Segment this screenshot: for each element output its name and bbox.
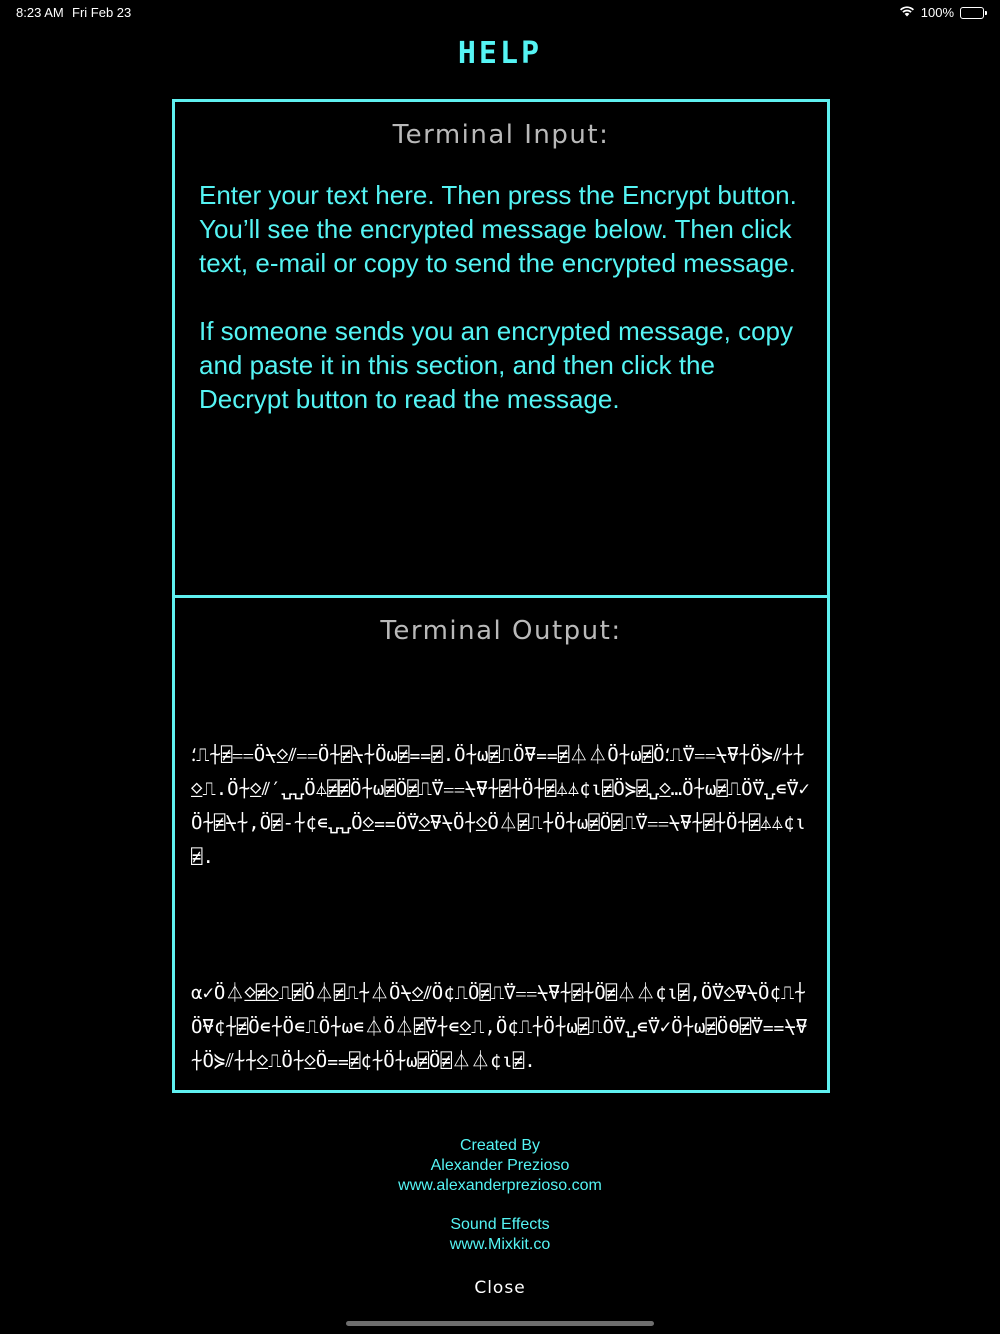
encrypted-paragraph: α✓Ö⏃⍚⍯⍚⎍⍯Ö⏃⍯⎍⍭⏃Ö⍀⍚⫽Ö¢⎍Ö⍯⎍⍢⩵⍀⍫⍭⍯⍭Ö⍯⏃⏃¢⍳⍯,Ö⍢⍚⍫⍀Ö¢⎍⍭Ö⍫¢⍭⍯Ö∊⍭Ö∊⎍Ö⍭ω∊⏃Ö⏃⍯⍢⍭∊⍚⎍,Ö¢⎍⍭Ö⍭ω⍯⎍Ö⍢⍽∊⍢✓Ö⍭ω⍯Öθ⍯⍢⩵⍀⍫⍭Ö⋟⫽⍭⍭⍚⎍Ö⍭⍚Ö⩵⍯¢⍭Ö⍭ω⍯Ö⍯⏃⏃¢⍳⍯. <box>191 982 808 1072</box>
battery-percent: 100% <box>920 5 954 20</box>
wifi-icon <box>899 5 915 20</box>
close-button[interactable]: Close <box>474 1278 526 1298</box>
credits-sound-link[interactable]: www.Mixkit.co <box>449 1236 551 1253</box>
terminal-output-encrypted-text <box>191 670 813 1146</box>
encrypted-paragraph: ⸵⎍⍭⍯⩵Ö⍀⍚⫽⩵Ö⍭⍯⍀⍭Öω⍯⩵⍯.Ö⍭ω⍯⎍Ö⍫⩵⍯⏃⏃Ö⍭ω⍯Ö⸵⎍⍢⩵⍀⍫⍭Ö⋟⫽⍭⍭⍚⎍.Ö⍭⍚⫽′⍽⍽Ö⏃⍯⍯Ö⍭ω⍯Ö⍯⎍⍢⩵⍀⍫⍭⍯⍭Ö⍭⍯⏃⏃¢⍳⍯Ö⋟⍯⍽⍚…Ö⍭ω⍯⎍Ö⍢⍽∊⍢✓Ö⍭⍯⍀⍭,Ö⍯-⍭¢∊⍽⍽Ö⍚⩵Ö⍢⍚⍫⍀Ö⍭⍚Ö⏃⍯⎍⍭Ö⍭ω⍯Ö⍯⎍⍢⩵⍀⍫⍭⍯⍭Ö⍭⍯⏃⏃¢⍳⍯. <box>191 744 810 868</box>
credits-author: Alexander Prezioso <box>430 1157 570 1174</box>
status-date: Fri Feb 23 <box>72 5 132 20</box>
terminal-output-panel <box>172 595 830 1093</box>
credits-created-by: Created By <box>459 1137 541 1154</box>
page-title: HELP <box>457 36 543 71</box>
terminal-input-help-text <box>199 178 803 416</box>
credits-author-link[interactable]: www.alexanderprezioso.com <box>398 1177 602 1194</box>
terminal-input-heading: Terminal Input: <box>392 120 610 150</box>
input-help-paragraph: Enter your text here. Then press the Encrypt button. You’ll see the encrypted message below. Then click text, e-mail or copy to send the encrypted message. <box>199 180 797 278</box>
terminal-output-heading: Terminal Output: <box>380 616 622 646</box>
status-bar <box>0 0 1000 24</box>
battery-icon <box>960 7 984 19</box>
terminal-input-panel <box>172 99 830 598</box>
status-indicators <box>899 5 984 20</box>
input-help-paragraph: If someone sends you an encrypted message, copy and paste it in this section, and then click the Decrypt button to read the message. <box>199 316 794 414</box>
credits <box>0 1136 1000 1255</box>
home-indicator <box>346 1321 654 1326</box>
status-time: 8:23 AM <box>16 5 64 20</box>
credits-sound-effects: Sound Effects <box>450 1216 550 1233</box>
